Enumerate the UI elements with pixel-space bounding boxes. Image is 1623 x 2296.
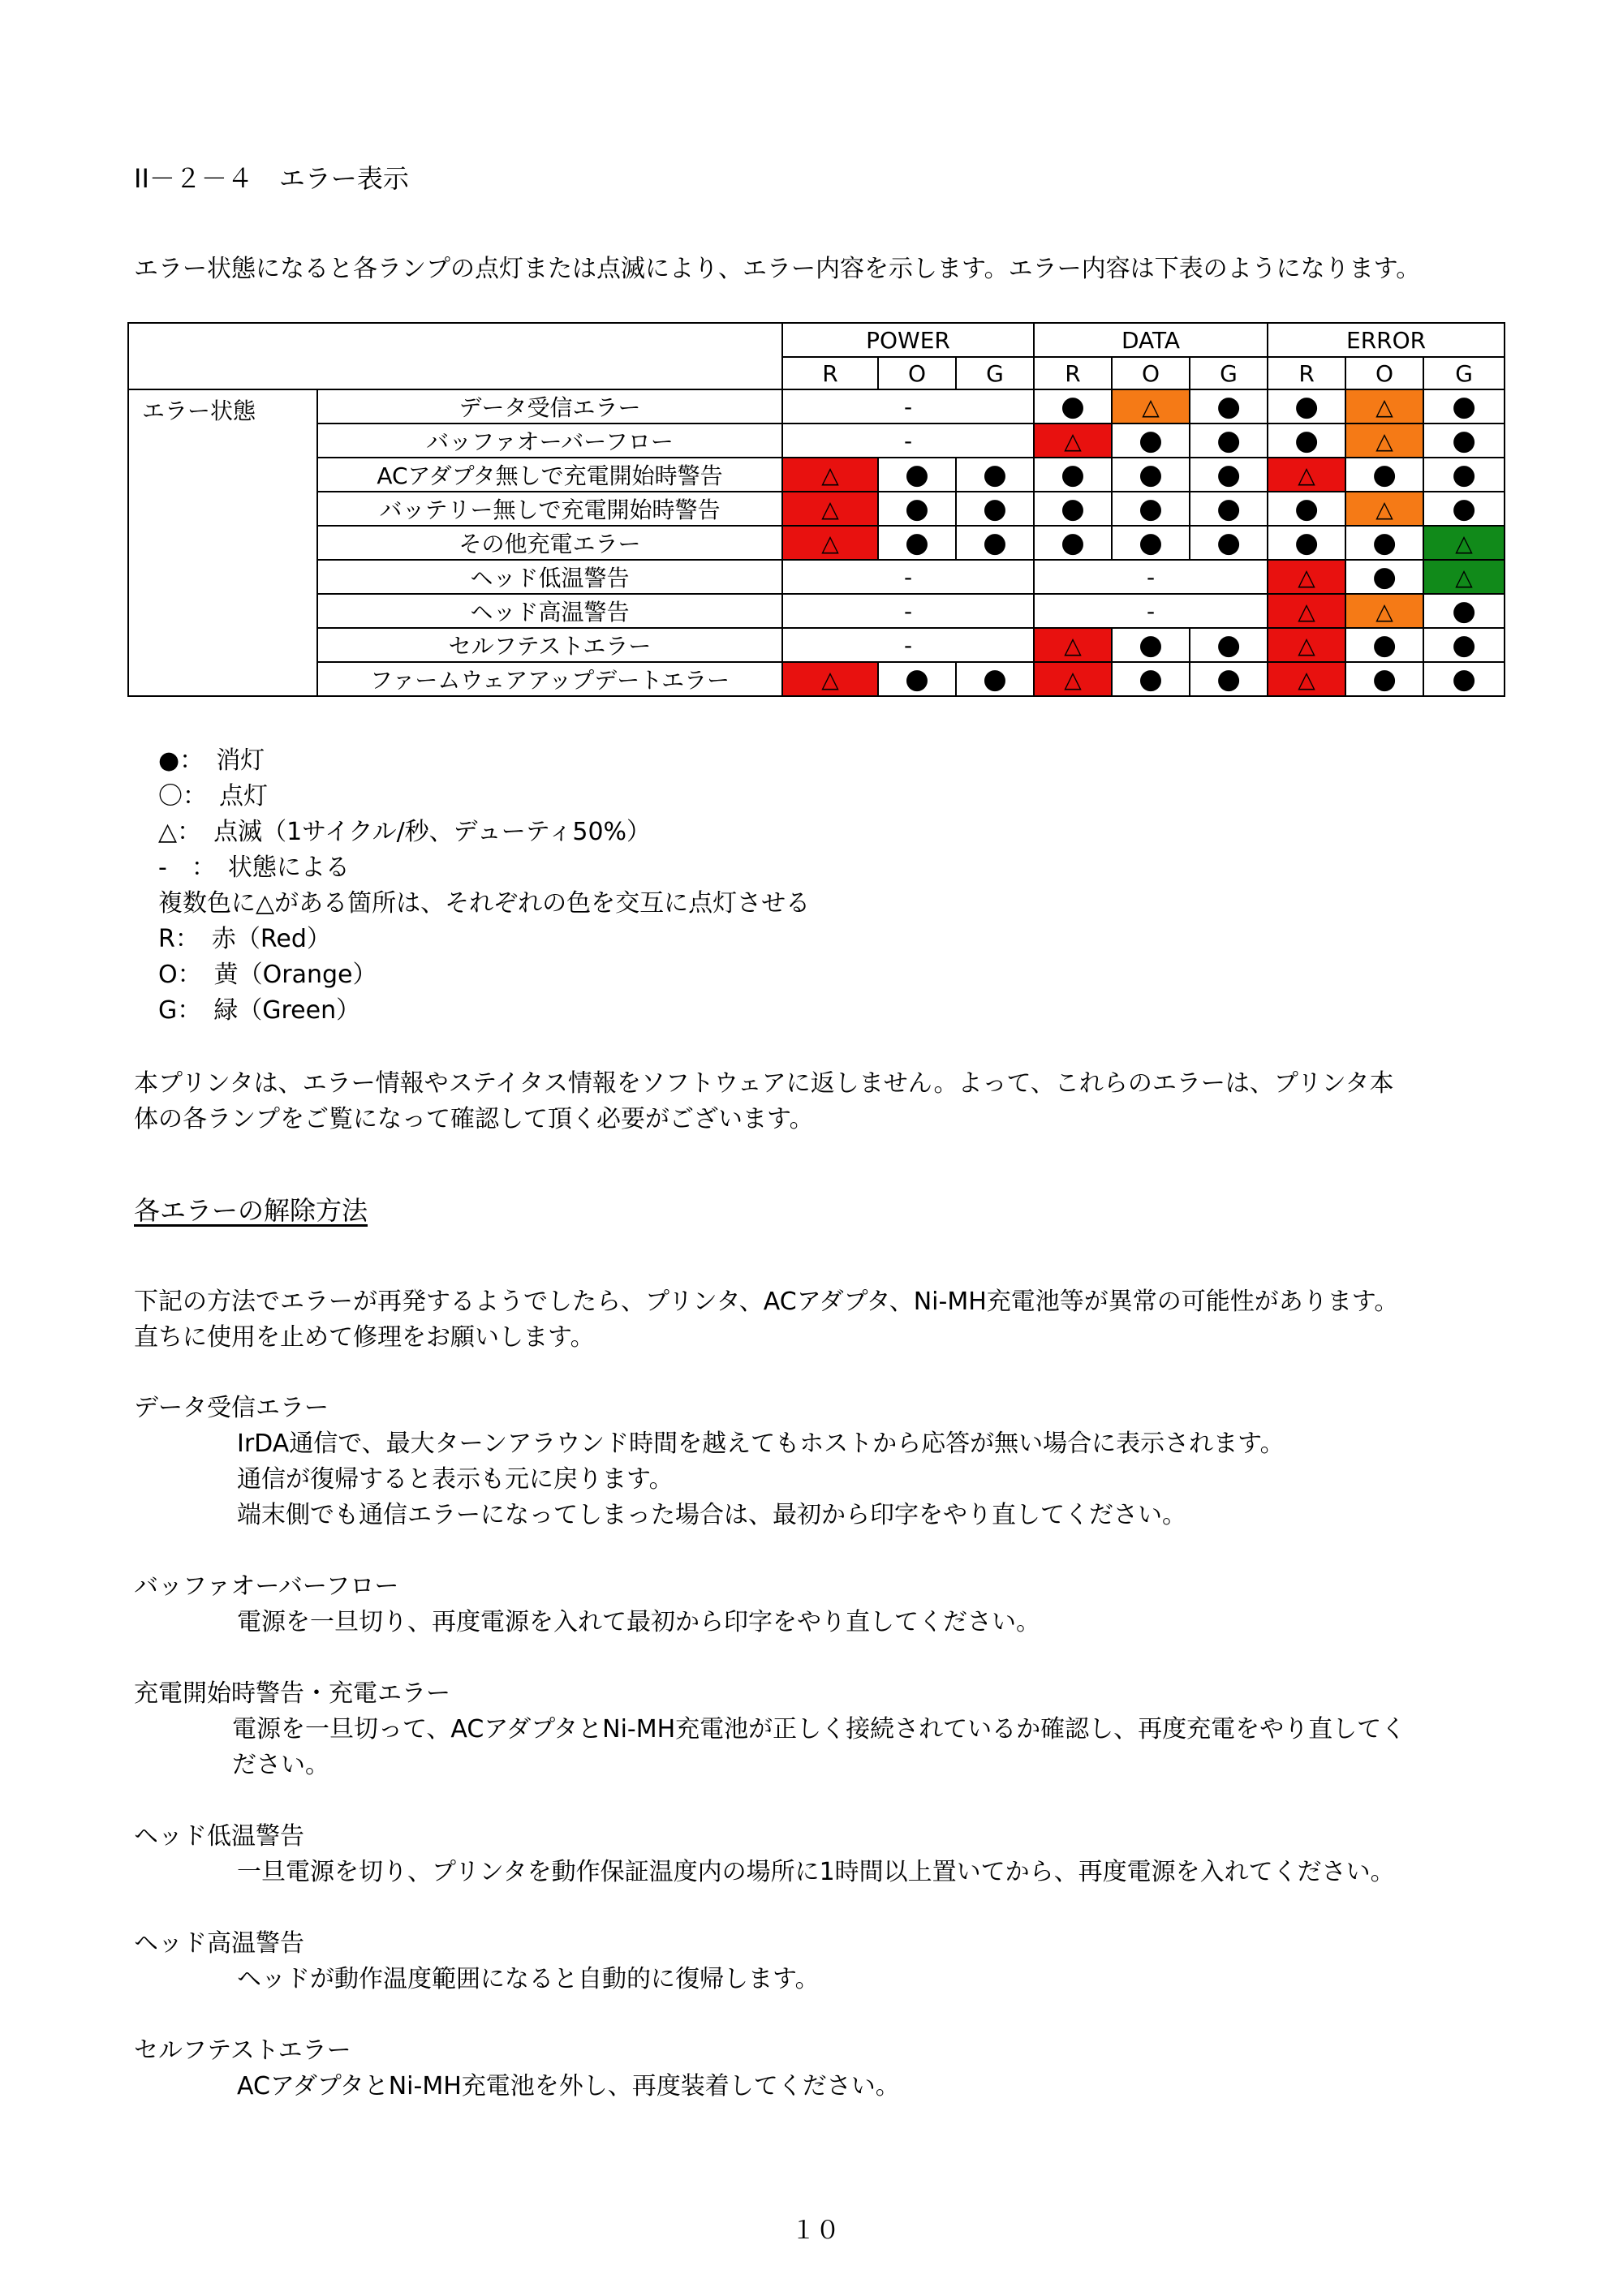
lamp-cell-off: ● <box>1190 389 1268 424</box>
lamp-cell-off: ● <box>1268 424 1345 458</box>
lamp-cell-blink: △ <box>1345 424 1423 458</box>
lamp-cell-off: ● <box>1345 662 1423 696</box>
subcol-header: G <box>1190 357 1268 389</box>
lamp-cell-off: ● <box>1268 526 1345 560</box>
lamp-cell-off: ● <box>1423 628 1505 662</box>
error-name-cell: ヘッド高温警告 <box>317 594 782 628</box>
page-number: １０ <box>791 2216 840 2245</box>
subcol-header: G <box>1423 357 1505 389</box>
data-error-title: データ受信エラー <box>134 1394 329 1422</box>
lamp-cell-off: ● <box>1345 628 1423 662</box>
legend-on <box>158 780 268 813</box>
lamp-cell-off: ● <box>1034 389 1112 424</box>
lamp-cell-off: ● <box>1268 389 1345 424</box>
buffer-line-1: 電源を一旦切り、再度電源を入れて最初から印字をやり直してください。 <box>237 1608 1040 1636</box>
legend-on-text: 点灯 <box>219 782 268 810</box>
legend-blink <box>158 816 651 849</box>
legend-dash <box>158 852 350 884</box>
lamp-cell-dash: - <box>782 628 1034 662</box>
table-corner <box>128 323 782 389</box>
table-row <box>128 389 1505 424</box>
lamp-cell-dash: - <box>782 424 1034 458</box>
lamp-cell-off: ● <box>878 662 956 696</box>
lamp-cell-blink: △ <box>1034 628 1112 662</box>
legend-blink-symbol: △： <box>158 818 190 846</box>
group-header-data: DATA <box>1034 323 1268 357</box>
data-error-line-2: 通信が復帰すると表示も元に戻ります。 <box>237 1465 674 1494</box>
lamp-cell-off: ● <box>878 492 956 526</box>
cold-line-1: 一旦電源を切り、プリンタを動作保証温度内の場所に1時間以上置いてから、再度電源を入れてください。 <box>237 1858 1395 1886</box>
table-row <box>128 424 1505 458</box>
hot-title: ヘッド高温警告 <box>134 1929 304 1958</box>
lamp-cell-off: ● <box>1190 458 1268 492</box>
legend-red-symbol: R： <box>158 925 187 953</box>
lamp-cell-dash: - <box>782 594 1034 628</box>
subcol-header: R <box>782 357 878 389</box>
lamp-cell-off: ● <box>1423 662 1505 696</box>
lamp-cell-off: ● <box>1112 662 1190 696</box>
lamp-cell-blink: △ <box>1345 389 1423 424</box>
cold-title: ヘッド低温警告 <box>134 1822 304 1851</box>
note-line-1: 本プリンタは、エラー情報やステイタス情報をソフトウェアに返しません。よって、これらのエラーは、プリンタ本 <box>134 1069 1394 1098</box>
error-table <box>127 322 1505 697</box>
lamp-cell-off: ● <box>1190 662 1268 696</box>
legend-green-text: 緑（Green） <box>213 996 361 1025</box>
legend-multi: 複数色に△がある箇所は、それぞれの色を交互に点灯させる <box>158 889 811 918</box>
resolve-intro-line-2: 直ちに使用を止めて修理をお願いします。 <box>134 1323 595 1352</box>
hot-line-1: ヘッドが動作温度範囲になると自動的に復帰します。 <box>237 1965 820 1993</box>
resolve-intro-line-1: 下記の方法でエラーが再発するようでしたら、プリンタ、ACアダプタ、Ni-MH充電池等が異常の可能性があります。 <box>134 1288 1399 1316</box>
lamp-cell-off: ● <box>1112 526 1190 560</box>
lamp-cell-blink: △ <box>1034 424 1112 458</box>
subcol-header: R <box>1034 357 1112 389</box>
error-name-cell: データ受信エラー <box>317 389 782 424</box>
table-row <box>128 560 1505 594</box>
lamp-cell-dash: - <box>782 560 1034 594</box>
legend-off <box>158 745 265 777</box>
legend-green <box>158 995 360 1027</box>
lamp-cell-off: ● <box>1190 628 1268 662</box>
charge-line-1: 電源を一旦切って、ACアダプタとNi-MH充電池が正しく接続されているか確認し、再度充電をやり直してく <box>232 1715 1406 1743</box>
selftest-line-1: ACアダプタとNi-MH充電池を外し、再度装着してください。 <box>237 2072 900 2100</box>
lamp-cell-off: ● <box>1034 458 1112 492</box>
lamp-cell-off: ● <box>1112 492 1190 526</box>
note-line-2: 体の各ランプをご覧になって確認して頂く必要がございます。 <box>134 1105 814 1133</box>
data-error-line-1: IrDA通信で、最大ターンアラウンド時間を越えてもホストから応答が無い場合に表示されます。 <box>237 1430 1285 1458</box>
subcol-header: R <box>1268 357 1345 389</box>
lamp-cell-off: ● <box>878 458 956 492</box>
lamp-cell-blink: △ <box>1423 560 1505 594</box>
lamp-cell-off: ● <box>1423 424 1505 458</box>
subcol-header: O <box>878 357 956 389</box>
lamp-cell-off: ● <box>1345 560 1423 594</box>
table-row <box>128 628 1505 662</box>
lamp-cell-off: ● <box>1112 458 1190 492</box>
lamp-cell-blink: △ <box>1345 594 1423 628</box>
lamp-cell-off: ● <box>1423 389 1505 424</box>
lamp-cell-blink: △ <box>1268 662 1345 696</box>
error-name-cell: バッファオーバーフロー <box>317 424 782 458</box>
lamp-cell-off: ● <box>1423 492 1505 526</box>
legend-on-symbol: 〇： <box>158 782 195 810</box>
subcol-header: G <box>956 357 1034 389</box>
lamp-cell-off: ● <box>1423 594 1505 628</box>
table-row <box>128 458 1505 492</box>
lamp-cell-blink: △ <box>1268 628 1345 662</box>
subcol-header: O <box>1112 357 1190 389</box>
legend-blink-text: 点滅（1サイクル/秒、デューティ50%） <box>213 818 652 846</box>
lamp-cell-off: ● <box>1190 526 1268 560</box>
lamp-cell-off: ● <box>1034 526 1112 560</box>
lamp-cell-dash: - <box>782 389 1034 424</box>
lamp-cell-off: ● <box>1034 492 1112 526</box>
group-header-error: ERROR <box>1268 323 1505 357</box>
lamp-cell-off: ● <box>956 458 1034 492</box>
legend-red-text: 赤（Red） <box>211 925 331 953</box>
lamp-cell-off: ● <box>1190 492 1268 526</box>
lamp-cell-off: ● <box>1345 526 1423 560</box>
charge-title: 充電開始時警告・充電エラー <box>134 1679 450 1708</box>
group-header-power: POWER <box>782 323 1034 357</box>
lamp-cell-off: ● <box>1345 458 1423 492</box>
legend-red <box>158 923 331 956</box>
table-row <box>128 492 1505 526</box>
error-name-cell: ヘッド低温警告 <box>317 560 782 594</box>
lamp-cell-blink: △ <box>782 526 878 560</box>
legend-dash-symbol: - ： <box>158 853 204 882</box>
lamp-cell-off: ● <box>1112 628 1190 662</box>
legend-orange <box>158 959 377 991</box>
table-row <box>128 526 1505 560</box>
lamp-cell-blink: △ <box>782 662 878 696</box>
error-name-cell: ファームウェアアップデートエラー <box>317 662 782 696</box>
table-row <box>128 662 1505 696</box>
lamp-cell-off: ● <box>956 492 1034 526</box>
lamp-cell-off: ● <box>956 662 1034 696</box>
buffer-title: バッファオーバーフロー <box>134 1572 399 1601</box>
lamp-cell-blink: △ <box>1423 526 1505 560</box>
lamp-cell-dash: - <box>1034 594 1268 628</box>
lamp-cell-off: ● <box>956 526 1034 560</box>
error-name-cell: セルフテストエラー <box>317 628 782 662</box>
legend-off-symbol: ●： <box>158 746 192 775</box>
lamp-cell-blink: △ <box>1345 492 1423 526</box>
lamp-cell-blink: △ <box>1268 594 1345 628</box>
lamp-cell-off: ● <box>878 526 956 560</box>
table-row <box>128 594 1505 628</box>
lamp-cell-blink: △ <box>782 458 878 492</box>
lamp-cell-blink: △ <box>1034 662 1112 696</box>
legend-dash-text: 状態による <box>227 853 350 882</box>
intro-text: エラー状態になると各ランプの点灯または点滅により、エラー内容を示します。エラー内容は下表のようになります。 <box>134 255 1421 283</box>
lamp-cell-off: ● <box>1190 424 1268 458</box>
legend-off-text: 消灯 <box>216 746 265 775</box>
lamp-cell-blink: △ <box>1268 560 1345 594</box>
section-title: II－２－４ エラー表示 <box>134 163 409 194</box>
subcol-header: O <box>1345 357 1423 389</box>
error-name-cell: その他充電エラー <box>317 526 782 560</box>
legend-orange-symbol: O： <box>158 961 190 989</box>
lamp-cell-blink: △ <box>1268 458 1345 492</box>
lamp-cell-dash: - <box>1034 560 1268 594</box>
lamp-cell-off: ● <box>1423 458 1505 492</box>
legend-orange-text: 黄（Orange） <box>213 961 377 989</box>
lamp-cell-off: ● <box>1268 492 1345 526</box>
selftest-title: セルフテストエラー <box>134 2036 351 2065</box>
error-name-cell: バッテリー無しで充電開始時警告 <box>317 492 782 526</box>
legend-green-symbol: G： <box>158 996 190 1025</box>
lamp-cell-blink: △ <box>1112 389 1190 424</box>
resolve-title: 各エラーの解除方法 <box>134 1195 368 1226</box>
data-error-line-3: 端末側でも通信エラーになってしまった場合は、最初から印字をやり直してください。 <box>237 1501 1186 1529</box>
error-name-cell: ACアダプタ無しで充電開始時警告 <box>317 458 782 492</box>
lamp-cell-off: ● <box>1112 424 1190 458</box>
lamp-cell-blink: △ <box>782 492 878 526</box>
error-state-label: エラー状態 <box>128 389 317 696</box>
charge-line-2: ださい。 <box>232 1751 329 1779</box>
